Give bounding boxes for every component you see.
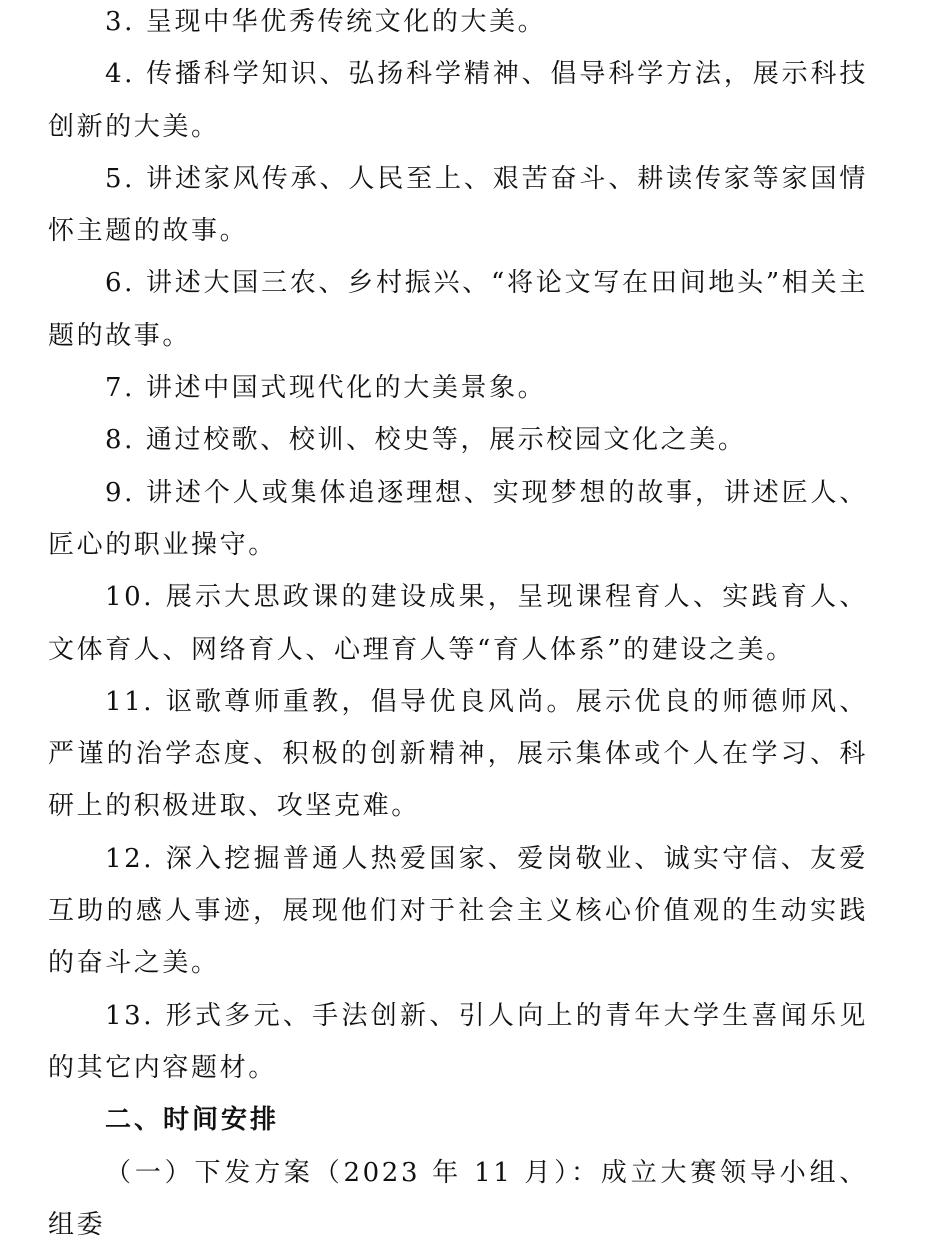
list-item-6: 6. 讲述大国三农、乡村振兴、“将论文写在田间地头”相关主题的故事。 <box>48 268 868 351</box>
content-block <box>48 0 868 1251</box>
list-item-9: 9. 讲述个人或集体追逐理想、实现梦想的故事，讲述匠人、匠心的职业操守。 <box>48 477 868 560</box>
list-item-3: 3. 呈现中华优秀传统文化的大美。 <box>105 7 547 37</box>
list-item-13: 13. 形式多元、手法创新、引人向上的青年大学生喜闻乐见的其它内容题材。 <box>48 1000 868 1083</box>
list-item-4: 4. 传播科学知识、弘扬科学精神、倡导科学方法，展示科技创新的大美。 <box>48 59 868 142</box>
list-item-11: 11. 讴歌尊师重教，倡导优良风尚。展示优良的师德师风、严谨的治学态度、积极的创新精神，展示集体或个人在学习、科研上的积极进取、攻坚克难。 <box>48 686 868 822</box>
list-item-7: 7. 讲述中国式现代化的大美景象。 <box>105 373 547 404</box>
document-page <box>48 0 868 1255</box>
list-item-12: 12. 深入挖掘普通人热爱国家、爱岗敬业、诚实守信、友爱互助的感人事迹，展现他们对于社会主义核心价值观的生动实践的奋斗之美。 <box>48 843 868 979</box>
list-item-5: 5. 讲述家风传承、人民至上、艰苦奋斗、耕读传家等家国情怀主题的故事。 <box>48 163 868 247</box>
schedule-item-1: （一）下发方案（2023 年 11 月）：成立大赛领导小组、组委 <box>48 1157 868 1240</box>
list-item-8: 8. 通过校歌、校训、校史等，展示校园文化之美。 <box>105 425 747 456</box>
list-item-10: 10. 展示大思政课的建设成果，呈现课程育人、实践育人、文体育人、网络育人、心理育人等“育人体系”的建设之美。 <box>48 582 868 665</box>
section-heading: 二、时间安排 <box>105 1105 280 1136</box>
